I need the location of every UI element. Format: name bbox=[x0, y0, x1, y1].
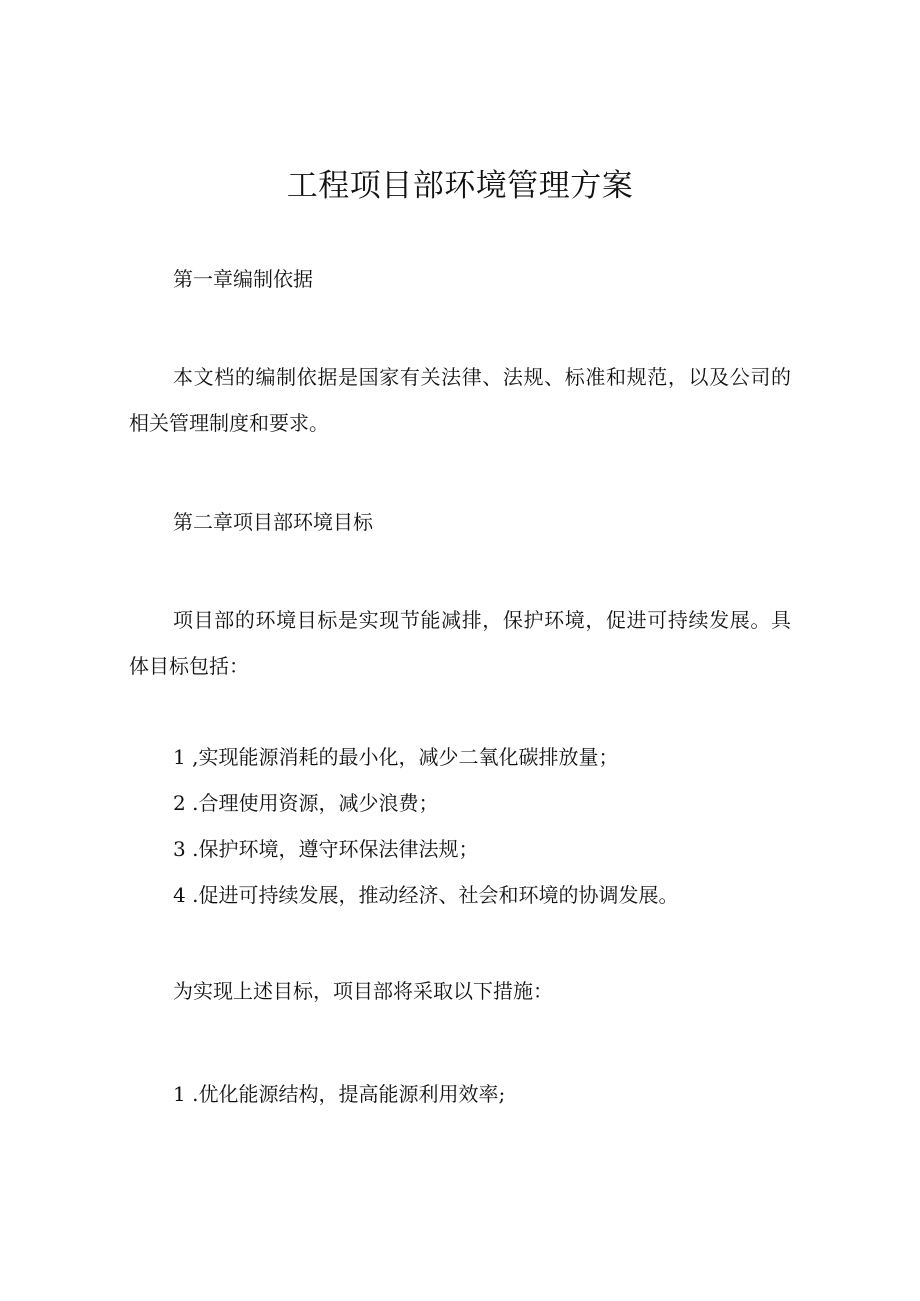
chapter-2-paragraph: 项目部的环境目标是实现节能减排，保护环境，促进可持续发展。具体目标包括： bbox=[129, 608, 791, 678]
goal-item-3: 3 .保护环境，遵守环保法律法规； bbox=[173, 837, 479, 861]
goal-item-1: 1 ,实现能源消耗的最小化，减少二氧化碳排放量； bbox=[173, 745, 619, 769]
document-title: 工程项目部环境管理方案 bbox=[286, 168, 634, 204]
chapter-1-heading: 第一章编制依据 bbox=[173, 267, 313, 291]
chapter-1-paragraph: 本文档的编制依据是国家有关法律、法规、标准和规范，以及公司的相关管理制度和要求。 bbox=[129, 365, 791, 435]
goal-item-4: 4 .促进可持续发展，推动经济、社会和环境的协调发展。 bbox=[173, 883, 679, 907]
measures-intro: 为实现上述目标，项目部将采取以下措施： bbox=[173, 979, 553, 1003]
goal-item-2: 2 .合理使用资源，减少浪费； bbox=[173, 791, 439, 815]
measure-item-1: 1 .优化能源结构，提高能源利用效率; bbox=[173, 1082, 506, 1106]
chapter-2-heading: 第二章项目部环境目标 bbox=[173, 510, 373, 534]
